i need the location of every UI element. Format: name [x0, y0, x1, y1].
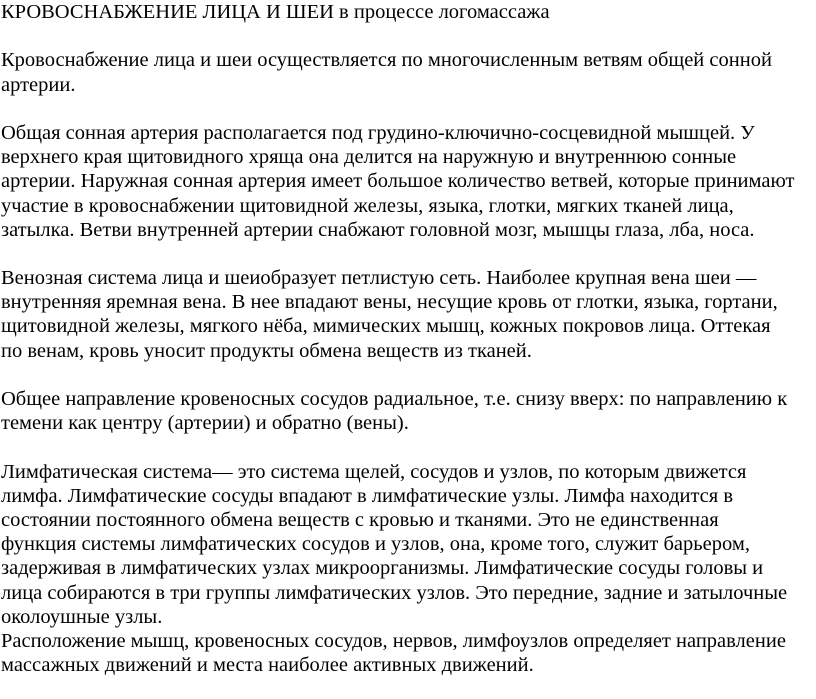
- paragraph-carotid-artery: [1, 121, 813, 242]
- paragraph-vessel-direction: [1, 387, 813, 435]
- text-line: Кровоснабжение лица и шеи осуществляется по многочисленным ветвям общей сонной: [1, 49, 772, 72]
- text-line: Общее направление кровеносных сосудов радиальное, т.е. снизу вверх: по направлению к: [1, 388, 788, 410]
- paragraph-spacer: [1, 435, 813, 459]
- paragraph-spacer: [1, 363, 813, 387]
- text-line: участие в кровоснабжении щитовидной железы, языка, глотки, мягких тканей лица,: [1, 194, 734, 217]
- text-line: по венам, кровь уносит продукты обмена веществ из тканей.: [1, 339, 532, 362]
- text-line: темени как центру (артерии) и обратно (вены).: [1, 412, 409, 435]
- text-line: артерии. Наружная сонная артерия имеет большое количество ветвей, которые принимают: [1, 170, 795, 193]
- text-line: лица собираются в три группы лимфатических узлов. Это передние, задние и затылочные: [1, 581, 788, 604]
- text-line: состоянии постоянного обмена веществ с кровью и тканями. Это не единственная: [1, 508, 719, 531]
- text-line: внутренняя яремная вена. В нее впадают вены, несущие кровь от глотки, языка, гортани,: [1, 291, 778, 314]
- paragraph-spacer: [1, 242, 813, 266]
- paragraph-spacer: [1, 24, 813, 48]
- text-line: околоушные узлы.: [1, 605, 163, 628]
- text-line: массажных движений и места наиболее активных движений.: [1, 654, 534, 677]
- text-line: щитовидной железы, мягкого нёба, мимических мышц, кожных покровов лица. Оттекая: [1, 315, 771, 338]
- document-title: КРОВОСНАБЖЕНИЕ ЛИЦА И ШЕИ в процессе логомассажа: [1, 1, 550, 23]
- text-line: артерии.: [1, 73, 76, 96]
- text-line: Расположение мышц, кровеносных сосудов, нервов, лимфоузлов определяет направление: [1, 629, 786, 652]
- text-line: верхнего края щитовидного хряща она делится на наружную и внутреннюю сонные: [1, 146, 737, 169]
- document-page: [1, 0, 813, 677]
- paragraph-spacer: [1, 97, 813, 121]
- text-line: лимфа. Лимфатические сосуды впадают в лимфатические узлы. Лимфа находится в: [1, 484, 734, 507]
- paragraph-massage-direction: [1, 629, 813, 677]
- text-line: затылка. Ветви внутренней артерии снабжают головной мозг, мышцы глаза, лба, носа.: [1, 218, 755, 241]
- text-line: функция системы лимфатических сосудов и узлов, она, кроме того, служит барьером,: [1, 533, 750, 556]
- paragraph-lymphatic-system: [1, 460, 813, 629]
- paragraph-blood-supply-intro: [1, 48, 813, 96]
- paragraph-venous-system: [1, 266, 813, 363]
- text-line: Лимфатическая система— это система щелей, сосудов и узлов, по которым движется: [1, 460, 747, 483]
- text-line: задерживая в лимфатических узлах микроорганизмы. Лимфатические сосуды головы и: [1, 557, 764, 580]
- text-line: Общая сонная артерия располагается под грудино-ключично-сосцевидной мышцей. У: [1, 121, 755, 144]
- text-line: Венозная система лица и шеиобразует петлистую сеть. Наиболее крупная вена шеи —: [1, 267, 757, 290]
